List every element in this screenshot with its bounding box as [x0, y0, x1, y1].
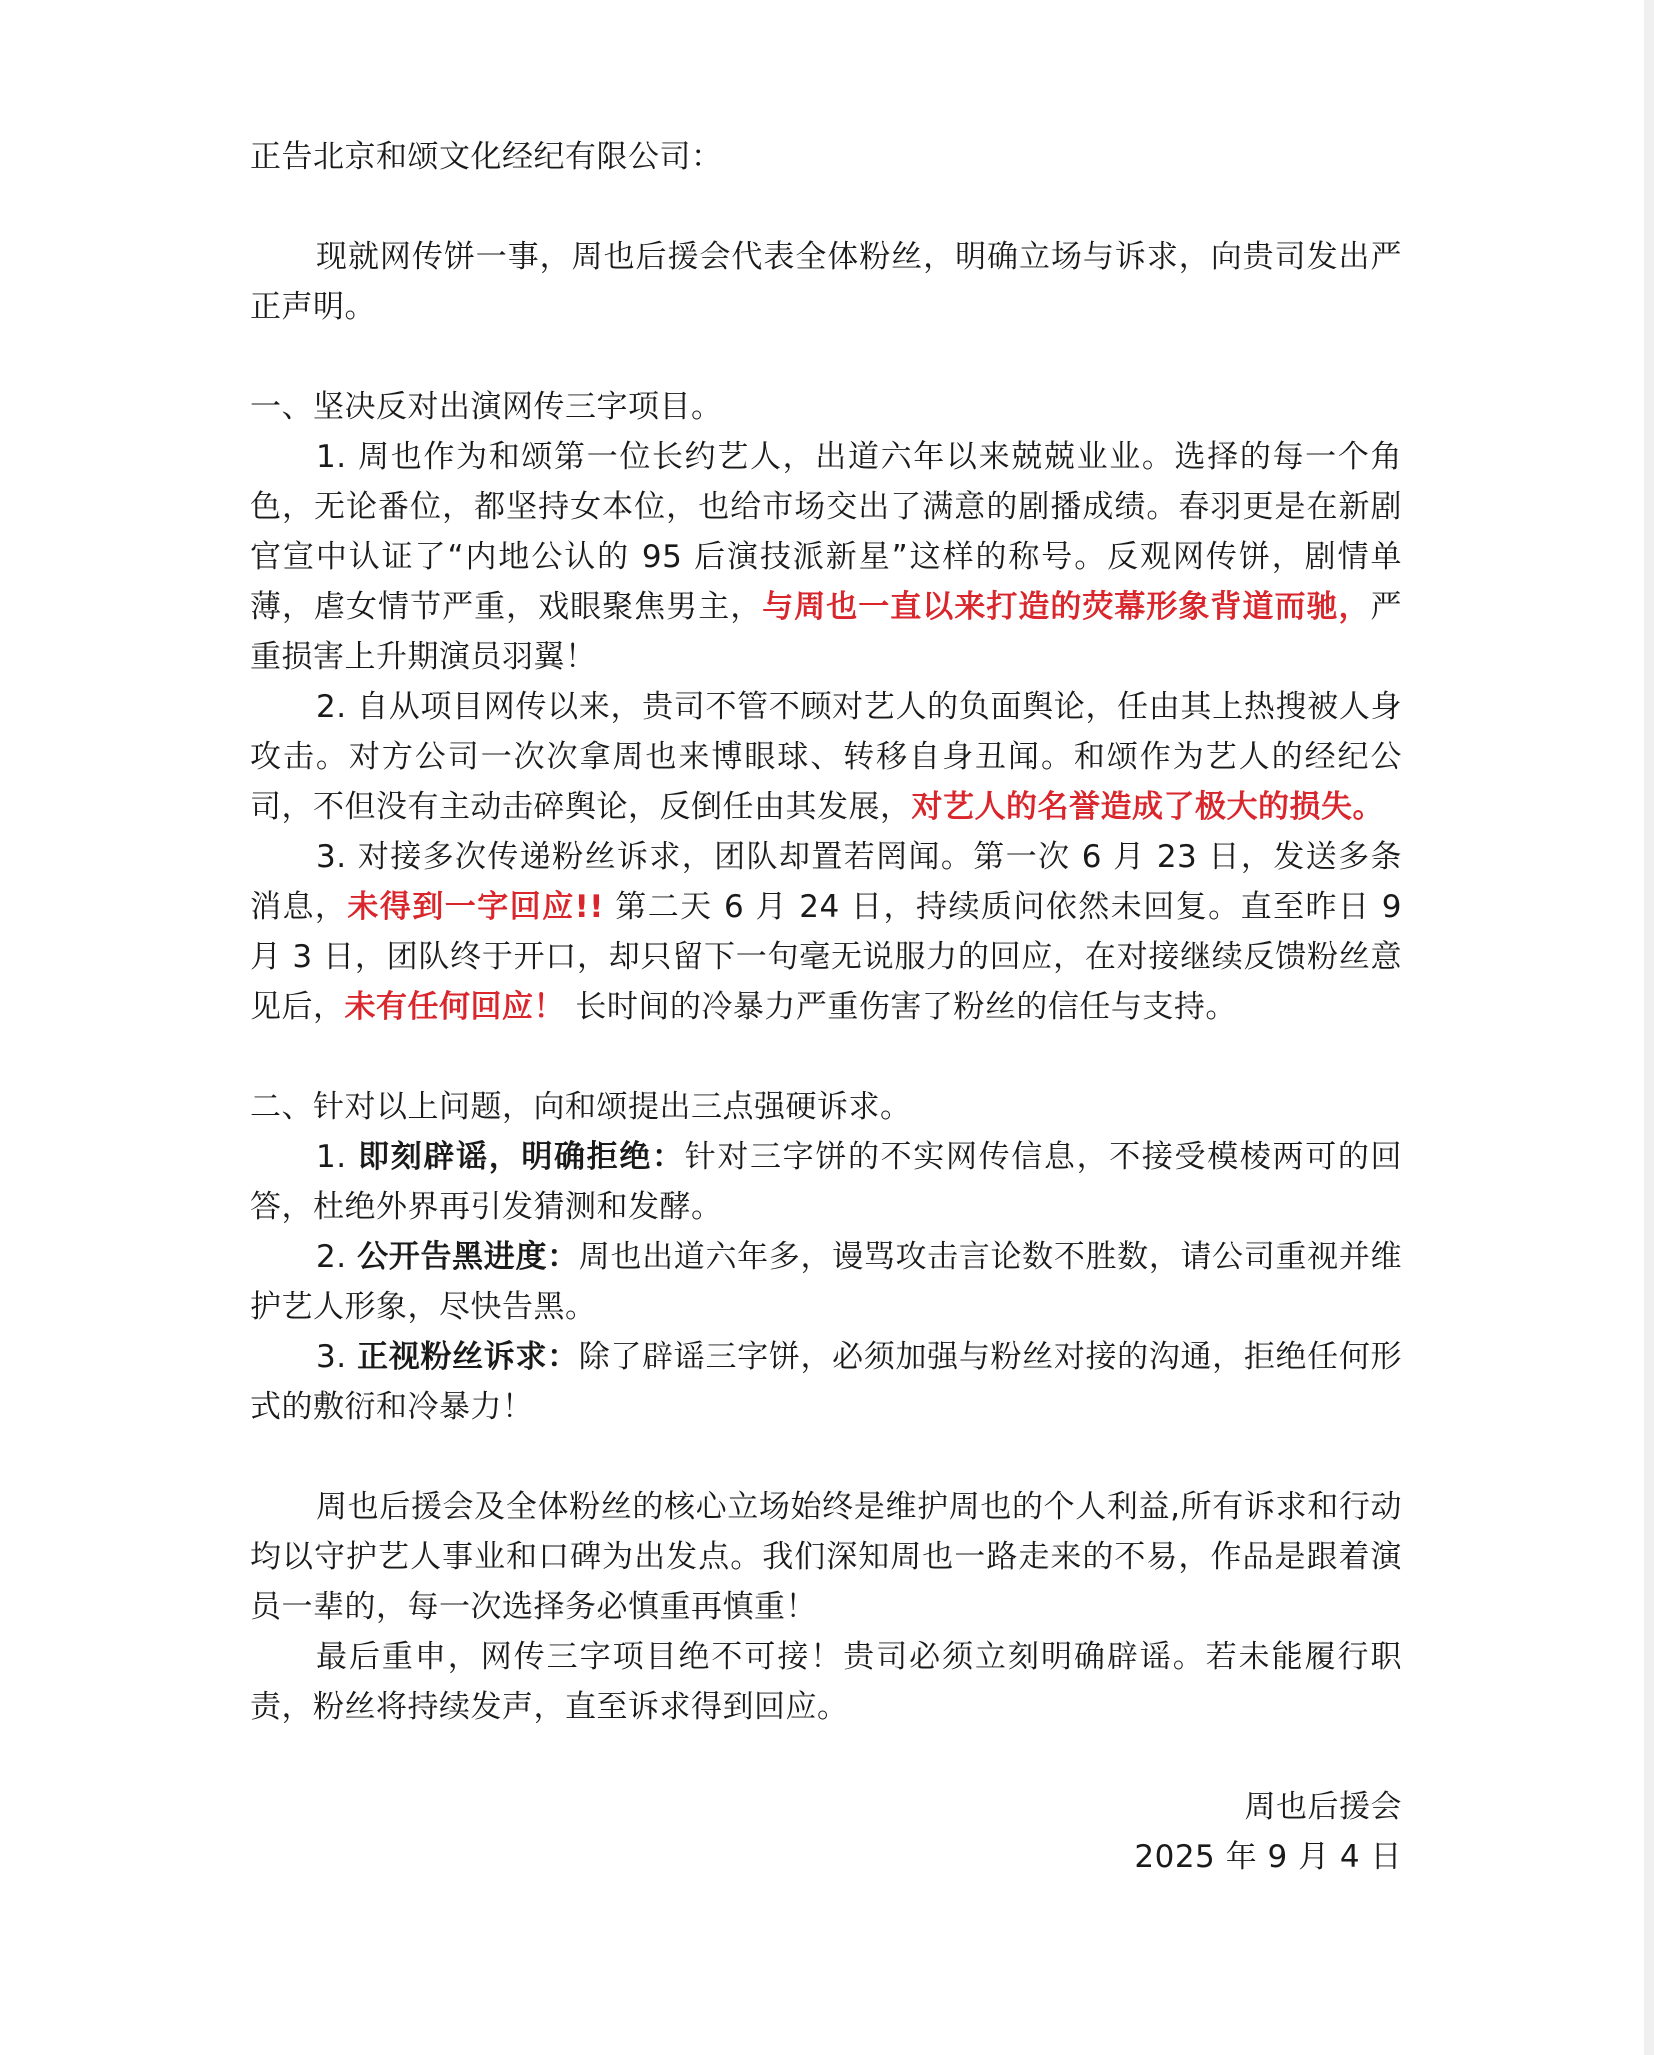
demand-1-num: 1. — [316, 1139, 359, 1175]
spacer — [250, 1732, 1402, 1782]
demand-1-title: 即刻辟谣，明确拒绝： — [358, 1139, 685, 1175]
spacer — [250, 1432, 1402, 1482]
demand-1-text: 针对三字饼的不实网传信息，不接受模棱两可的回答，杜绝外界再引发猜测和发酵。 — [250, 1139, 1403, 1225]
closing-paragraph-1: 周也后援会及全体粉丝的核心立场始终是维护周也的个人利益,所有诉求和行动均以守护艺人事业和口碑为出发点。我们深知周也一路走来的不易，作品是跟着演员一辈的，每一次选择务必慎重再慎重！ — [250, 1489, 1402, 1625]
intro-paragraph: 现就网传饼一事，周也后援会代表全体粉丝，明确立场与诉求，向贵司发出严正声明。 — [250, 239, 1402, 325]
point-1-text: 1. 周也作为和颂第一位长约艺人，出道六年以来兢兢业业。选择的每一个角色，无论番位，都坚持女本位，也给市场交出了满意的剧播成绩。春羽更是在新剧官宣中认证了“内地公认的 95 后演技派新星”这样的称号。反观网传饼，剧情单薄，虐女情节严重，戏眼聚焦男主， — [250, 439, 1402, 625]
demand-2 — [250, 1232, 1402, 1332]
section-1-point-1 — [250, 432, 1402, 682]
demand-3-title: 正视粉丝诉求： — [357, 1339, 579, 1375]
point-1-highlight: 与周也一直以来打造的荧幕形象背道而驰， — [762, 589, 1371, 625]
section-2-heading: 二、针对以上问题，向和颂提出三点强硬诉求。 — [250, 1089, 912, 1125]
section-1-point-2 — [250, 682, 1402, 832]
section-1-heading: 一、坚决反对出演网传三字项目。 — [250, 389, 723, 425]
demand-1 — [250, 1132, 1402, 1232]
point-3-highlight-1: 未得到一字回应!! — [347, 889, 604, 925]
signature: 周也后援会 — [1244, 1789, 1402, 1825]
demand-3 — [250, 1332, 1402, 1432]
statement-letter — [250, 132, 1402, 1882]
closing-paragraph-2: 最后重申，网传三字项目绝不可接！贵司必须立刻明确辟谣。若未能履行职责，粉丝将持续发声，直至诉求得到回应。 — [250, 1639, 1402, 1725]
demand-3-text: 除了辟谣三字饼，必须加强与粉丝对接的沟通，拒绝任何形式的敷衍和冷暴力！ — [250, 1339, 1403, 1425]
demand-2-title: 公开告黑进度： — [357, 1239, 579, 1275]
point-3-highlight-2: 未有任何回应！ — [344, 989, 565, 1025]
point-2-text: 2. 自从项目网传以来，贵司不管不顾对艺人的负面舆论，任由其上热搜被人身攻击。对方公司一次次拿周也来博眼球、转移自身丑闻。和颂作为艺人的经纪公司，不但没有主动击碎舆论，反倒任由其发展， — [250, 689, 1402, 825]
salutation: 正告北京和颂文化经纪有限公司： — [250, 139, 723, 175]
demand-2-text: 周也出道六年多，谩骂攻击言论数不胜数，请公司重视并维护艺人形象，尽快告黑。 — [250, 1239, 1403, 1325]
signature-date: 2025 年 9 月 4 日 — [1134, 1839, 1402, 1875]
spacer — [250, 1032, 1402, 1082]
spacer — [250, 182, 1402, 232]
point-2-highlight: 对艺人的名誉造成了极大的损失。 — [911, 789, 1384, 825]
spacer — [250, 332, 1402, 382]
demand-2-num: 2. — [316, 1239, 358, 1275]
demand-3-num: 3. — [316, 1339, 358, 1375]
point-3-text-3: 长时间的冷暴力严重伤害了粉丝的信任与支持。 — [565, 989, 1237, 1025]
page-edge — [1644, 0, 1654, 2055]
point-3-text-1: 3. 对接多次传递粉丝诉求，团队却置若罔闻。第一次 6 月 23 日，发送多条消息， — [250, 839, 1402, 925]
point-3-text-2: 第二天 6 月 24 日，持续质问依然未回复。直至昨日 9 月 3 日，团队终于开口，却只留下一句毫无说服力的回应，在对接继续反馈粉丝意见后， — [250, 889, 1403, 1025]
section-1-point-3 — [250, 832, 1402, 1032]
point-1-tail: 严重损害上升期演员羽翼！ — [250, 589, 1403, 675]
